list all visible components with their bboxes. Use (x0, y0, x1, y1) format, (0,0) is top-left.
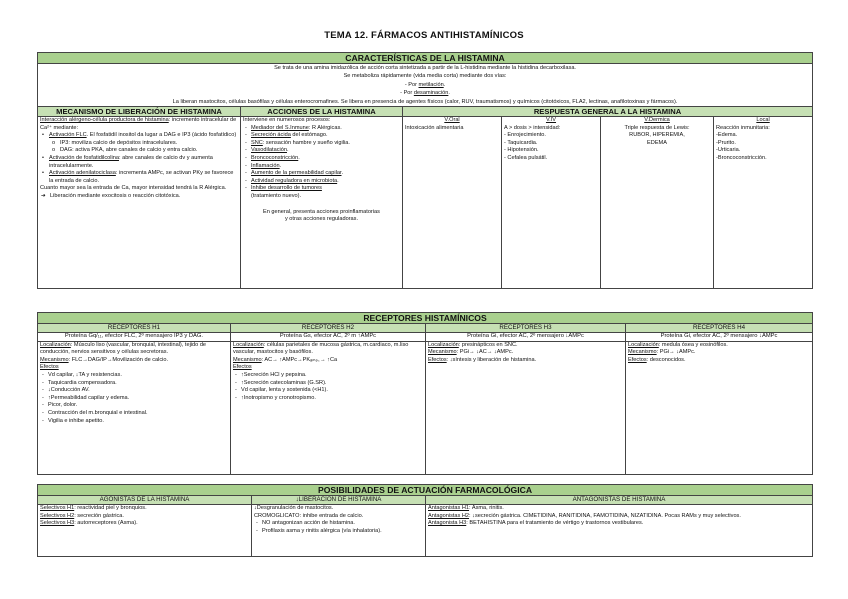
receptor-h1-title: RECEPTORES H1 (38, 324, 231, 333)
respuesta-iv-line: - Taquicardia. (504, 139, 538, 146)
liberacion-item: - NO antagonizan acción de histamina. (254, 520, 423, 528)
agonista-line: Selectivos H1: reactividad piel y bronquios. (40, 505, 147, 512)
respuesta-local-line: Reacción inmunitaria: (716, 124, 770, 131)
acciones-footer: En general, presenta acciones proinflamatorias y otras acciones reguladoras. (263, 208, 380, 223)
agonista-line: Selectivos H2: secreción gástrica. (40, 512, 124, 519)
respuesta-local-line: -Broncoconstricción. (716, 155, 767, 161)
receptor-h1-efecto: - Taquicardia compensadora. (40, 380, 228, 388)
respuesta-local-title: Local (756, 117, 770, 124)
acciones-intro: Interviene en numerosos procesos: (243, 117, 331, 124)
mecanismo-dag: o DAG: activa PKA, abre canales de calcio y entra calcio. (40, 147, 238, 155)
respuesta-iv-line: - Enrojecimiento. (504, 132, 546, 139)
accion-item: - Mediador del S.Inmune: R Alérgicas. (243, 125, 400, 133)
antagonista-line: Antagonista H3: BETAHISTINA para el tratamiento de vértigo y trastornos vestibulares. (428, 520, 644, 527)
antagonistas-cell (426, 505, 813, 557)
accion-item: - SNC: sensación hambre y sueño vigilia. (243, 140, 400, 148)
receptor-h3-title: RECEPTORES H3 (426, 324, 626, 333)
actuacion-header: POSIBILIDADES DE ACTUACIÓN FARMACOLÓGICA (38, 485, 813, 496)
caracteristicas-line2: Se metaboliza rápidamente (vida media corta) mediante dos vías: (343, 73, 507, 80)
accion-item: - Inhibe desarrollo de tumores (243, 185, 400, 193)
caracteristicas-line3: La liberan mastocitos, células basófilas y células enterocromafines. Se libera en presencia de agentes físicos (calor, RUV, traumatismos) y químicos (citotóxicos, FLA2, lectinas, anafilotoxinas y fármacos). (172, 98, 678, 105)
receptor-h2-efectos-label: Efectos (233, 364, 252, 371)
mecanismo-header: MECANISMO DE LIBERACIÓN DE HISTAMINA (38, 107, 241, 117)
agonista-line: Selectivos H3: autorreceptores (Asma). (40, 520, 138, 527)
receptor-h2-mec: Mecanismo: AC→ ↑AMPc→PKₐₘₚ꜀→ ↑Ca (233, 356, 338, 363)
receptor-h4-summary: Proteína Gi, efector AC, 2º mensajero ↓AMPc (626, 333, 813, 341)
page-title: TEMA 12. FÁRMACOS ANTIHISTAMÍNICOS (324, 30, 524, 41)
acciones-header: ACCIONES DE LA HISTAMINA (241, 107, 403, 117)
respuesta-oral-line: Intoxicación alimentaria (405, 124, 464, 131)
receptor-h1-efecto: - Picor, dolor. (40, 402, 228, 410)
receptor-h1-efecto: - ↓Conducción AV. (40, 387, 228, 395)
liberacion-cell (252, 505, 426, 557)
receptores-table (37, 312, 813, 475)
accion-item: - Actividad reguladora en microbiota. (243, 178, 400, 186)
accion-item: - Broncoconstricción. (243, 155, 400, 163)
receptor-h1-efecto: - ↑Permeabilidad capilar y edema. (40, 395, 228, 403)
receptor-h4-mec: Mecanismo: PGi→ ↓AMPc. (628, 349, 696, 356)
receptor-h1-summary: Proteína Gq/₁₁, efector FLC, 2º mensajero IP3 y DAG. (38, 333, 231, 341)
liberacion-item: - Profilaxis asma y rinitis alérgica (vía inhalatoria). (254, 528, 423, 536)
receptor-h3-mec: Mecanismo: PGi→ ↓AC→ ↓AMPc. (428, 349, 514, 356)
respuesta-header: RESPUESTA GENERAL A LA HISTAMINA (403, 107, 813, 117)
caracteristicas-line1: Se trata de una amina imidazólica de acción corta sintetizada a partir de la L-histidina mediante la histidina decarboxilasa. (274, 65, 576, 71)
receptor-h2-title: RECEPTORES H2 (231, 324, 426, 333)
respuesta-local-cell (714, 117, 813, 289)
receptor-h2-efecto: - ↑Inotropismo y cronotropismo. (233, 395, 423, 403)
receptor-h1-loc: Localización: Músculo liso (vascular, bronquial, intestinal), tejido de conducción, nervios sensitivos y células secretoras. (40, 341, 207, 356)
receptor-h1-efecto: - Vigilia e inhibe apetito. (40, 418, 228, 426)
accion-item: - Vasodilatación. (243, 147, 400, 155)
mecanismo-flc: • Activación FLC. El fosfatidil inositol da lugar a DAG e IP3 (ácido fosfatídico) (40, 132, 238, 140)
respuesta-local-line: -Prurito. (716, 139, 736, 146)
antagonista-line: Antagonistas H2: ↓secreción gástrica. CIMETIDINA, RANITIDINA, FAMOTIDINA, NIZATIDINA. Pocas RAMs y muy selectivos. (428, 512, 741, 519)
receptor-h3-loc: Localización: presinápticos en SNC. (428, 341, 518, 348)
receptor-h1-efecto: - Vd capilar, ↓TA y resistencias. (40, 372, 228, 380)
caracteristicas-body (38, 64, 813, 107)
receptor-h1-efecto: - Contracción del m.bronquial e intestinal. (40, 410, 228, 418)
accion-item: - Secreción ácida del estómago. (243, 132, 400, 140)
mecanismo-intro: Interacción alérgeno-célula productora de histamina: incremento intracelular de Ca²⁺ mediante: (40, 117, 237, 131)
receptor-h4-title: RECEPTORES H4 (626, 324, 813, 333)
respuesta-local-line: -Urticaria. (716, 147, 741, 154)
respuesta-dermica-line: Triple respuesta de Lewis: (624, 124, 690, 131)
receptor-h1-efectos-label: Efectos (40, 364, 59, 371)
respuesta-dermica-line: RUBOR, HIPEREMIA, (629, 132, 685, 139)
liberacion-title: ↓LIBERACIÓN DE HISTAMINA (252, 496, 426, 505)
receptor-h2-body (231, 341, 426, 474)
receptores-header: RECEPTORES HISTAMÍNICOS (38, 313, 813, 324)
receptor-h4-body (626, 341, 813, 474)
respuesta-dermica-cell (601, 117, 714, 289)
mecanismo-ip3: o IP3: moviliza calcio de depósitos intracelulares. (40, 140, 238, 148)
respuesta-oral-cell (403, 117, 502, 289)
caracteristicas-header: CARACTERÍSTICAS DE LA HISTAMINA (38, 53, 813, 64)
accion-item: - Inflamación. (243, 163, 400, 171)
receptor-h1-mec: Mecanismo: FLC→DAG/IP→Movilización de calcio. (40, 356, 169, 363)
caracteristicas-table (37, 52, 813, 289)
receptor-h2-efecto: - Vd capilar, lenta y sostenida (<H1). (233, 387, 423, 395)
via-metilacion: - Por metilación. (404, 81, 446, 88)
respuesta-local-line: -Edema. (716, 132, 738, 139)
mecanismo-cell (38, 117, 241, 289)
via-desaminacion: - Por desaminación. (400, 90, 450, 97)
mecanismo-exocitosis: ➔ Liberación mediante exocitosis o reacción citotóxica. (40, 193, 238, 201)
respuesta-iv-line: - Cefalea pulsátil. (504, 155, 548, 161)
receptor-h3-summary: Proteína Gi, efector AC, 2º mensajero ↓AMPc (426, 333, 626, 341)
receptor-h3-body (426, 341, 626, 474)
receptor-h2-summary: Proteína Gs, efector AC, 2º m ↑AMPc (231, 333, 426, 341)
mecanismo-adenilatociclasa: • Activación adenilatociclasa: incrementa AMPc, se activan PKy se favorece la entrada de calcio. (40, 170, 238, 185)
actuacion-table (37, 484, 813, 557)
receptor-h2-loc: Localización: células parietales de mucosa gástrica, m.cardiaco, m.liso vascular, mastocitos y basófilos. (233, 341, 409, 356)
antagonista-line: Antagonistas H1: Asma, rinitis. (428, 505, 504, 512)
receptor-h2-efecto: - ↑Secreción catecolaminas (G.SR). (233, 380, 423, 388)
receptor-h2-efecto: - ↑Secreción HCl y pepsina. (233, 372, 423, 380)
mecanismo-fosfatidilcolina: • Activación de fosfatidilcolina: abre canales de calcio dv y aumenta intracelularmente. (40, 155, 238, 170)
acciones-cell (241, 117, 403, 289)
respuesta-iv-line: - Hipotensión. (504, 147, 539, 154)
agonistas-title: AGONISTAS DE LA HISTAMINA (38, 496, 252, 505)
respuesta-dermica-title: V.Dermica (644, 117, 670, 124)
respuesta-iv-cell (502, 117, 601, 289)
respuesta-iv-title: V.IV (545, 117, 557, 124)
respuesta-oral-title: V.Oral (444, 117, 460, 124)
agonistas-cell (38, 505, 252, 557)
liberacion-line2: CROMOGLICATO: inhibe entrada de calcio. (254, 512, 364, 519)
liberacion-line1: ↓Desgranulación de mastocitos. (254, 505, 334, 512)
receptor-h3-efectos: Efectos: ↓síntesis y liberación de histamina. (428, 356, 537, 363)
mecanismo-calcio-note: Cuanto mayor sea la entrada de Ca, mayor intensidad tendrá la R Alérgica. (40, 185, 227, 192)
respuesta-iv-line: A > dosis > intensidad: (504, 124, 561, 131)
accion-item: - Aumento de la permeabilidad capilar. (243, 170, 400, 178)
receptor-h4-efectos: Efectos: desconocidos. (628, 356, 686, 363)
antagonistas-title: ANTAGONISTAS DE HISTAMINA (426, 496, 813, 505)
accion-tumores-note: (tratamiento nuevo). (251, 192, 302, 199)
receptor-h1-body (38, 341, 231, 474)
receptor-h4-loc: Localización: medula ósea y eosinófilos. (628, 341, 728, 348)
respuesta-dermica-line: EDEMA (647, 139, 667, 146)
